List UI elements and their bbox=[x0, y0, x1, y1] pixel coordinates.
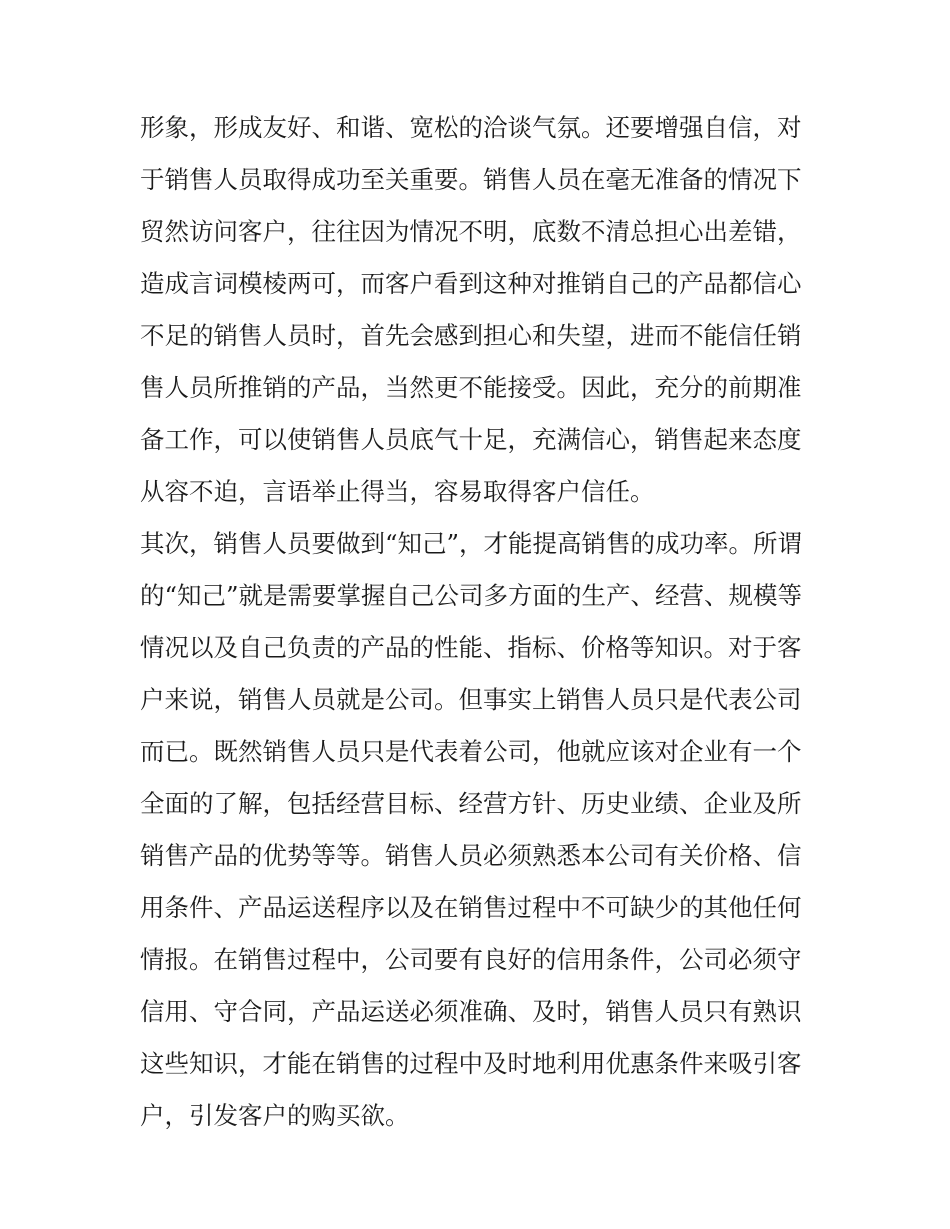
text-line: 售人员所推销的产品，当然更不能接受。因此，充分的前期准 bbox=[140, 373, 802, 402]
text-line: 形象，形成友好、和谐、宽松的洽谈气氛。还要增强自信，对 bbox=[140, 113, 802, 142]
text-line: 户来说，销售人员就是公司。但事实上销售人员只是代表公司 bbox=[140, 685, 802, 714]
text-line: 贸然访问客户，往往因为情况不明，底数不清总担心出差错， bbox=[140, 217, 802, 246]
text-line: 情况以及自己负责的产品的性能、指标、价格等知识。对于客 bbox=[140, 633, 802, 662]
text-line: 的“知己”就是需要掌握自己公司多方面的生产、经营、规模等 bbox=[140, 581, 803, 610]
text-line: 造成言词模棱两可，而客户看到这种对推销自己的产品都信心 bbox=[140, 269, 802, 298]
text-line: 信用、守合同，产品运送必须准确、及时，销售人员只有熟识 bbox=[140, 997, 802, 1026]
body-text bbox=[140, 102, 820, 1142]
text-line: 用条件、产品运送程序以及在销售过程中不可缺少的其他任何 bbox=[140, 893, 802, 922]
text-line: 而已。既然销售人员只是代表着公司，他就应该对企业有一个 bbox=[140, 737, 802, 766]
text-line: 其次，销售人员要做到“知己”，才能提高销售的成功率。所谓 bbox=[140, 529, 803, 558]
text-line: 销售产品的优势等等。销售人员必须熟悉本公司有关价格、信 bbox=[140, 841, 802, 870]
text-line: 备工作，可以使销售人员底气十足，充满信心，销售起来态度 bbox=[140, 425, 802, 454]
text-line: 从容不迫，言语举止得当，容易取得客户信任。 bbox=[140, 477, 655, 506]
text-line: 不足的销售人员时，首先会感到担心和失望，进而不能信任销 bbox=[140, 321, 802, 350]
text-line: 情报。在销售过程中，公司要有良好的信用条件，公司必须守 bbox=[140, 945, 802, 974]
text-line: 这些知识，才能在销售的过程中及时地利用优惠条件来吸引客 bbox=[140, 1049, 802, 1078]
text-line: 全面的了解，包括经营目标、经营方针、历史业绩、企业及所 bbox=[140, 789, 802, 818]
text-line: 于销售人员取得成功至关重要。销售人员在毫无准备的情况下 bbox=[140, 165, 802, 194]
text-line: 户，引发客户的购买欲。 bbox=[140, 1101, 410, 1130]
